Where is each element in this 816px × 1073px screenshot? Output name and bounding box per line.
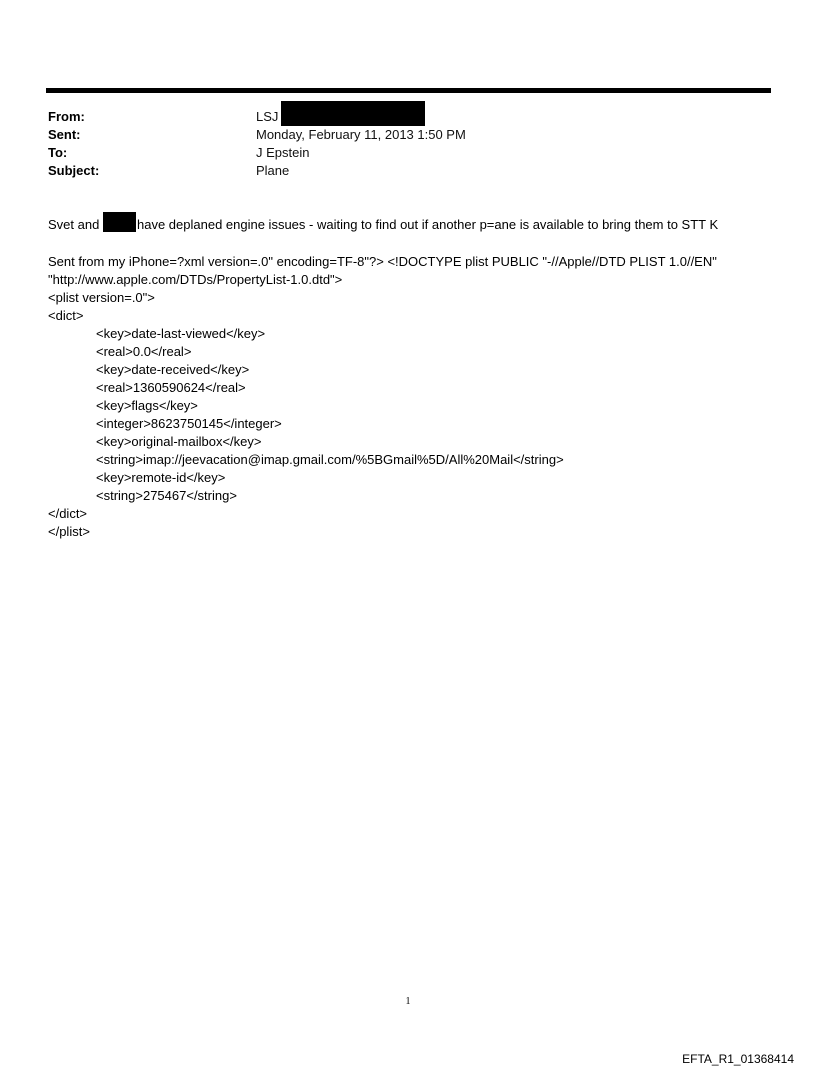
from-value: LSJ <box>256 109 279 124</box>
dict-line: <key>remote-id</key> <box>96 470 226 485</box>
dict-line: <key>date-last-viewed</key> <box>96 326 266 341</box>
dict-open-line: <dict> <box>48 308 84 323</box>
redaction-box-name <box>103 212 136 232</box>
dict-line: <key>original-mailbox</key> <box>96 434 262 449</box>
to-label: To: <box>48 145 68 160</box>
dict-line: <key>date-received</key> <box>96 362 250 377</box>
from-label: From: <box>48 109 85 124</box>
header-rule <box>46 88 771 93</box>
dict-line: <string>imap://jeevacation@imap.gmail.com/%5BGmail%5D/All%20Mail</string> <box>96 452 564 467</box>
dict-line: <string>275467</string> <box>96 488 237 503</box>
bates-number: EFTA_R1_01368414 <box>682 1052 794 1066</box>
message-line-a: Svet and <box>48 217 100 232</box>
to-value: J Epstein <box>256 145 310 160</box>
redaction-box-sender <box>281 101 425 126</box>
page-number: 1 <box>405 996 411 1007</box>
sent-value: Monday, February 11, 2013 1:50 PM <box>256 127 466 142</box>
dict-line: <key>flags</key> <box>96 398 198 413</box>
signature-line: Sent from my iPhone=?xml version=.0" encoding=TF-8"?> <!DOCTYPE plist PUBLIC "-//Apple//DTD PLIST 1.0//EN" <box>48 254 717 269</box>
message-line-b: have deplaned engine issues - waiting to find out if another p=ane is available to bring them to STT K <box>137 217 719 232</box>
subject-label: Subject: <box>48 163 100 178</box>
dict-line: <real>1360590624</real> <box>96 380 246 395</box>
plist-open-line: <plist version=.0"> <box>48 290 155 305</box>
dtd-line: "http://www.apple.com/DTDs/PropertyList-1.0.dtd"> <box>48 272 343 287</box>
subject-value: Plane <box>256 163 290 178</box>
dict-line: <integer>8623750145</integer> <box>96 416 282 431</box>
dict-close-line: </dict> <box>48 506 88 521</box>
plist-close-line: </plist> <box>48 524 90 539</box>
sent-label: Sent: <box>48 127 81 142</box>
dict-line: <real>0.0</real> <box>96 344 192 359</box>
